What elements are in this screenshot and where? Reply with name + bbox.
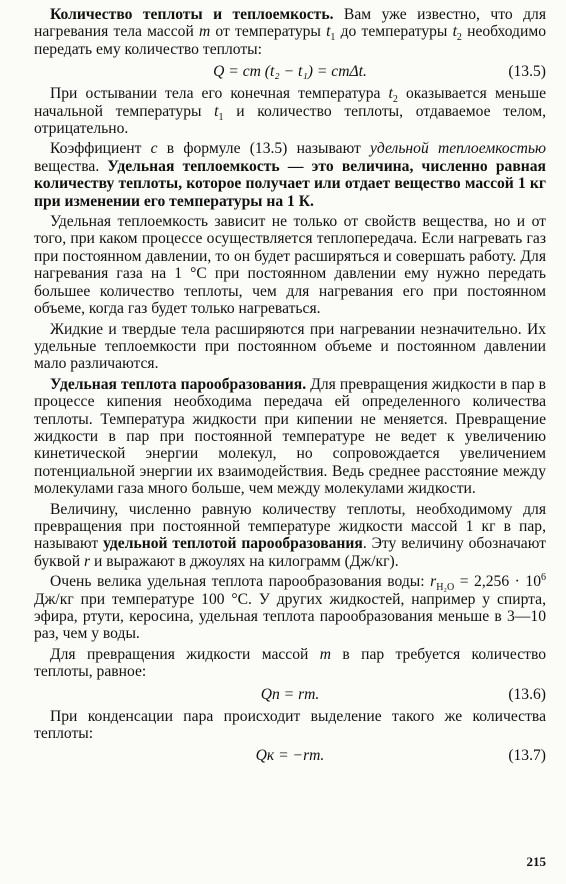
paragraph-p5 — [34, 321, 546, 373]
paragraph-p3 — [34, 140, 546, 210]
formula-number: (13.7) — [508, 747, 546, 765]
italic-term: m — [198, 23, 211, 41]
italic-term: t — [388, 85, 393, 103]
paragraph-p2 — [34, 85, 546, 137]
bold-term: удельной теплотой парообразования — [103, 535, 363, 553]
paragraph-p4 — [34, 213, 546, 317]
formula-number: (13.5) — [508, 63, 546, 81]
index-text: 2 — [392, 94, 398, 106]
text-run: Величину, численно равную количеству теплоты, необходимому для превращения при постоянной температуре жидкости массой 1 кг в пар, называют — [34, 500, 546, 553]
text-run: и количество теплоты, отдаваемое телом, отрицательно. — [34, 102, 546, 138]
formula-number: (13.6) — [508, 685, 546, 703]
paragraph-p10 — [34, 708, 546, 743]
text-run: в формуле (13.5) называют — [157, 140, 371, 158]
text-run: Для превращения жидкости в пар в процессе кипения необходима передача ей определенного количества теплоты. Температура жидкости при кипении не меняется. Превращение жидкости в пар при постоянной температуре не ведет к увеличению кинетической энергии молекул, но сопровождается увеличением потенциальной энергии их взаимодействия. Ведь среднее расстояние между молекулами газа много больше, чем между молекулами жидкости. — [34, 375, 546, 498]
text-run: При конденсации пара происходит выделение такого же количества теплоты: — [34, 707, 546, 743]
bold-term: Удельная теплота парообразования. — [50, 375, 307, 393]
page-content — [34, 6, 546, 766]
text-run: Для превращения жидкости массой — [50, 645, 320, 663]
formula-13.5 — [34, 61, 546, 82]
paragraph-p9 — [34, 646, 546, 681]
italic-term: t — [452, 23, 457, 41]
text-run: вещества. — [34, 157, 108, 175]
index-text: 1 — [330, 32, 336, 44]
italic-term: удельной теплоемкостью — [370, 140, 546, 158]
italic-term: r — [430, 573, 437, 591]
formula-13.7 — [34, 745, 546, 766]
text-run: оказывается меньше начальной температуры — [34, 85, 546, 120]
italic-term: r — [84, 552, 91, 570]
text-run: до температуры — [335, 23, 453, 41]
text-run: Вам уже известно, что для нагревания тела массой — [34, 6, 546, 41]
formula-expression: Q = cm (t₂ − t₁) = cmΔt. — [213, 63, 367, 81]
text-run: необходимо передать ему количество теплоты: — [34, 23, 547, 58]
index-text: 1 — [218, 111, 224, 123]
bold-term: Количество теплоты и теплоемкость. — [50, 6, 334, 23]
bold-term: Удельная теплоемкость — это величина, численно равная количеству теплоты, которое получает или отдает вещество массой 1 кг при изменении его температуры на 1 К. — [34, 157, 546, 210]
text-run: в пар требуется количество теплоты, равное: — [34, 645, 546, 681]
index-text: 6 — [541, 572, 546, 583]
index-text: H₂O — [436, 582, 455, 594]
text-run: и выражают в джоулях на килограмм (Дж/кг). — [90, 552, 399, 570]
text-run: . Эту величину обозначают буквой — [34, 535, 546, 570]
formula-expression: Qк = −rm. — [255, 747, 325, 765]
paragraph-p8 — [34, 573, 546, 643]
formula-expression: Qп = rm. — [260, 685, 320, 703]
text-run: Жидкие и твердые тела расширяются при нагревании незначительно. Их удельные теплоемкости при постоянном объеме и постоянном давлении мало различаются. — [34, 320, 546, 373]
formula-13.6 — [34, 684, 546, 705]
italic-term: t — [214, 102, 219, 120]
text-run: При остывании тела его конечная температура — [50, 85, 389, 103]
paragraph-p6 — [34, 376, 546, 498]
paragraph-p1 — [34, 6, 546, 58]
text-run: Дж/кг при температуре 100 °С. У других жидкостей, например у спирта, эфира, ртути, керосина, удельная теплота парообразования меньше в 3—10 раз, чем у воды. — [34, 590, 546, 643]
text-run: Удельная теплоемкость зависит не только от свойств вещества, но и от того, при каком процессе осуществляется теплопередача. Если нагревать газ при постоянном давлении, то он будет расширяться и совершать работу. Для нагревания газа на 1 °С при постоянном давлении ему нужно передать большее количество теплоты, чем для нагревания его при постоянном объеме, когда газ будет только нагреваться. — [34, 213, 546, 318]
italic-term: m — [319, 645, 332, 663]
italic-term: t — [326, 23, 331, 41]
index-text: 2 — [456, 32, 462, 44]
text-run: Очень велика удельная теплота парообразования воды: — [50, 573, 431, 591]
text-run: Коэффициент — [50, 140, 151, 158]
page-number: 215 — [526, 853, 546, 869]
text-run: = 2,256 · 10 — [454, 573, 541, 591]
text-run: от температуры — [210, 23, 327, 41]
paragraph-p7 — [34, 501, 546, 571]
italic-term: c — [150, 140, 158, 158]
